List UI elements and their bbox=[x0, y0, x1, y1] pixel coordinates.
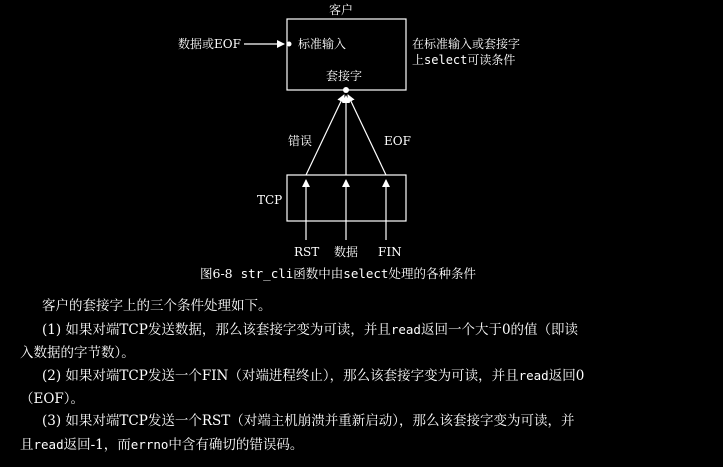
select-note-line2: 上select可读条件 bbox=[412, 53, 516, 67]
intro-paragraph: 客户的套接字上的三个条件处理如下。 bbox=[42, 298, 272, 314]
fin-label: FIN bbox=[378, 245, 402, 259]
eof-label: EOF bbox=[384, 134, 411, 148]
data-label: 数据 bbox=[334, 245, 359, 259]
stdin-dot bbox=[287, 42, 292, 47]
socket-label: 套接字 bbox=[326, 69, 363, 83]
figure-caption: 图6-8 str_cli函数中由select处理的各种条件 bbox=[200, 266, 476, 281]
item-3: (3) 如果对端TCP发送一个RST（对端主机崩溃并重新启动），那么该套接字变为可读，并 且read返回-1，而errno中含有确切的错误码。 bbox=[20, 413, 575, 453]
eof-arrow bbox=[348, 95, 386, 175]
input-source-label: 数据或EOF bbox=[178, 37, 241, 51]
tcp-label: TCP bbox=[257, 193, 283, 207]
item-2: (2) 如果对端TCP发送一个FIN（对端进程终止），那么该套接字变为可读，并且read返回0 （EOF）。 bbox=[20, 368, 585, 407]
socket-dot bbox=[343, 87, 349, 93]
select-note-line1: 在标准输入或套接字 bbox=[412, 37, 521, 51]
client-title: 客户 bbox=[329, 3, 354, 17]
item-1: (1) 如果对端TCP发送数据，那么该套接字变为可读，并且read返回一个大于0的值（即读 入数据的字节数）。 bbox=[20, 322, 579, 361]
rst-label: RST bbox=[294, 245, 320, 259]
error-label: 错误 bbox=[288, 134, 313, 148]
std-input-label: 标准输入 bbox=[298, 37, 347, 51]
